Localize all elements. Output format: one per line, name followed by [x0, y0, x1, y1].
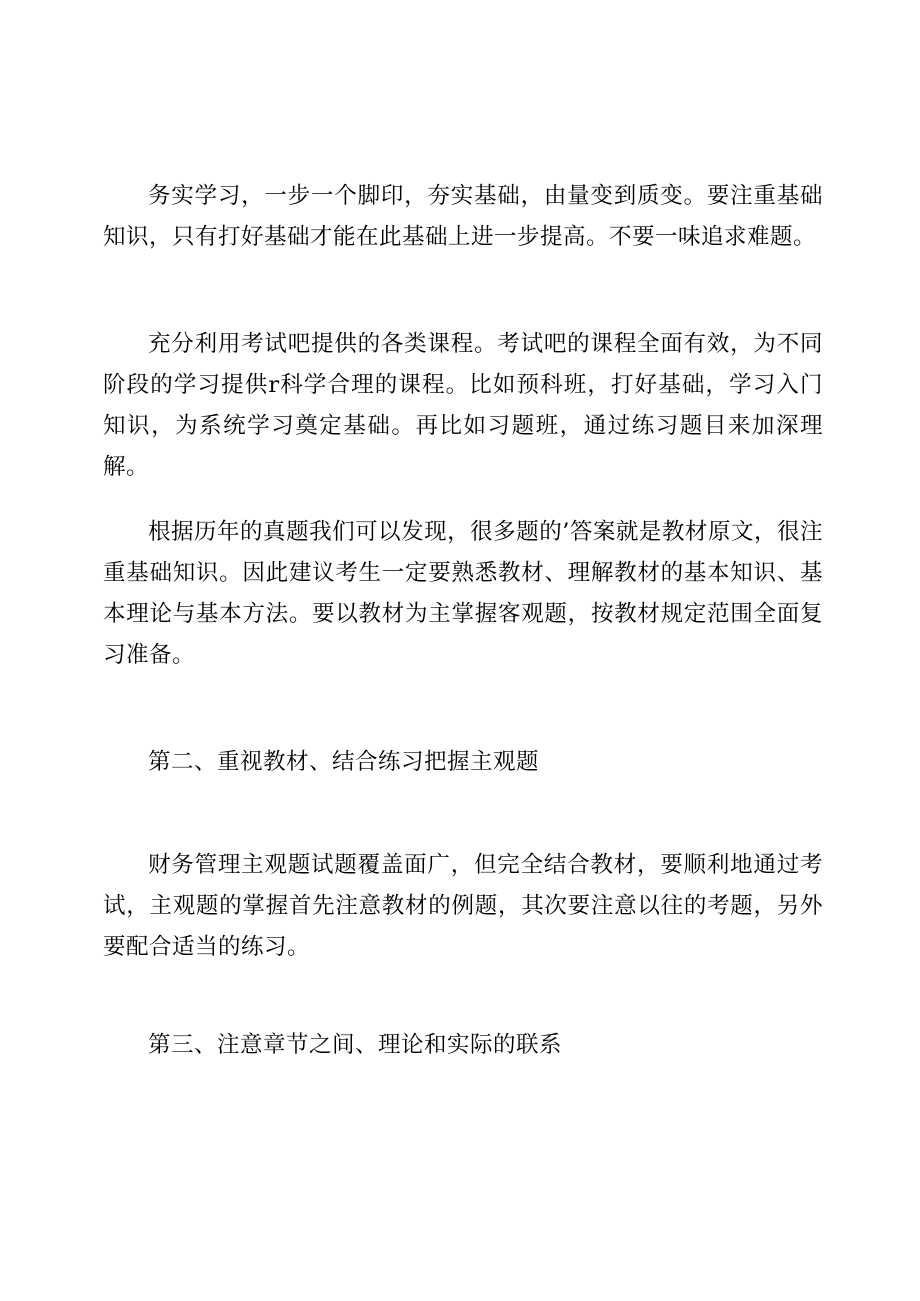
- paragraph-use-courses: 充分利用考试吧提供的各类课程。考试吧的课程全面有效，为不同阶段的学习提供r科学合理的课程。比如预科班，打好基础，学习入门知识，为系统学习奠定基础。再比如习题班，通过练习题目来加深理解。: [103, 331, 823, 480]
- paragraph-subjective-questions: 财务管理主观题试题覆盖面广，但完全结合教材，要顺利地通过考试，主观题的掌握首先注意教材的例题，其次要注意以往的考题，另外要配合适当的练习。: [103, 852, 823, 960]
- paragraph-textbook-basics: 根据历年的真题我们可以发现，很多题的’答案就是教材原文，很注重基础知识。因此建议考生一定要熟悉教材、理解教材的基本知识、基本理论与基本方法。要以教材为主掌握客观题，按教材规定范围全面复习准备。: [103, 519, 823, 668]
- paragraph-practical-study: 务实学习，一步一个脚印，夯实基础，由量变到质变。要注重基础知识，只有打好基础才能在此基础上进一步提高。不要一味追求难题。: [103, 183, 823, 250]
- section-heading-three: 第三、注意章节之间、理论和实际的联系: [148, 1032, 563, 1058]
- section-heading-two: 第二、重视教材、结合练习把握主观题: [148, 749, 540, 775]
